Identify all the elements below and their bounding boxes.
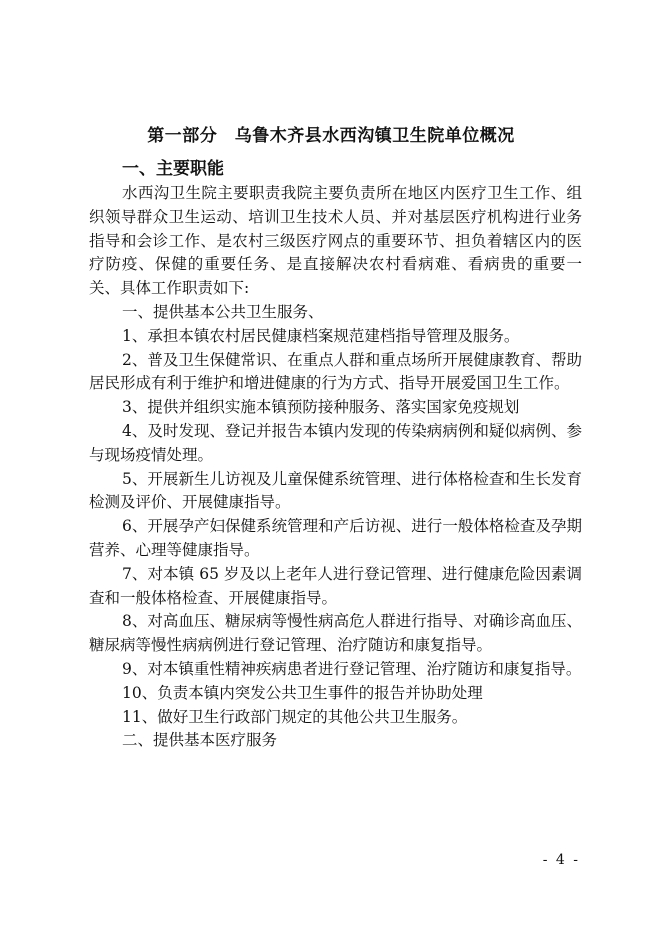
subsection-heading: 一、提供基本公共卫生服务、 [122,302,324,321]
page-number: - 4 - [542,852,580,868]
document-body [89,182,582,753]
page-title: 第一部分 乌鲁木齐县水西沟镇卫生院单位概况 [147,126,515,146]
list-item: 11、做好卫生行政部门规定的其他公共卫生服务。 [122,707,468,726]
list-item: 5、开展新生儿访视及儿童保健系统管理、进行体格检查和生长发育检测及评价、开展健康指导。 [89,469,582,512]
list-item: 10、负责本镇内突发公共卫生事件的报告并协助处理 [122,683,483,702]
section-heading: 一、主要职能 [122,159,224,179]
list-item: 6、开展孕产妇保健系统管理和产后访视、进行一般体格检查及孕期营养、心理等健康指导。 [89,517,582,559]
list-item: 9、对本镇重性精神疾病患者进行登记管理、治疗随访和康复指导。 [122,659,582,678]
list-item: 7、对本镇 65 岁及以上老年人进行登记管理、进行健康危险因素调查和一般体格检查、开展健康指导。 [89,564,582,607]
list-item: 2、普及卫生保健常识、在重点人群和重点场所开展健康教育、帮助居民形成有利于维护和增进健康的行为方式、指导开展爱国卫生工作。 [89,350,582,393]
list-item: 3、提供并组织实施本镇预防接种服务、落实国家免疫规划 [122,398,520,417]
list-item: 1、承担本镇农村居民健康档案规范建档指导管理及服务。 [122,326,520,345]
list-item: 4、及时发现、登记并报告本镇内发现的传染病病例和疑似病例、参与现场疫情处理。 [89,421,582,464]
intro-paragraph: 水西沟卫生院主要职责我院主要负责所在地区内医疗卫生工作、组织领导群众卫生运动、培训卫生技术人员、并对基层医疗机构进行业务指导和会诊工作、是农村三级医疗网点的重要环节、担负着辖区内的医疗防疫、保健的重要任务、是直接解决农村看病难、看病贵的重要一关、具体工作职责如下: [89,184,582,298]
subsection-heading: 二、提供基本医疗服务 [122,731,278,750]
list-item: 8、对高血压、糖尿病等慢性病高危人群进行指导、对确诊高血压、糖尿病等慢性病病例进行登记管理、治疗随访和康复指导。 [89,612,582,655]
